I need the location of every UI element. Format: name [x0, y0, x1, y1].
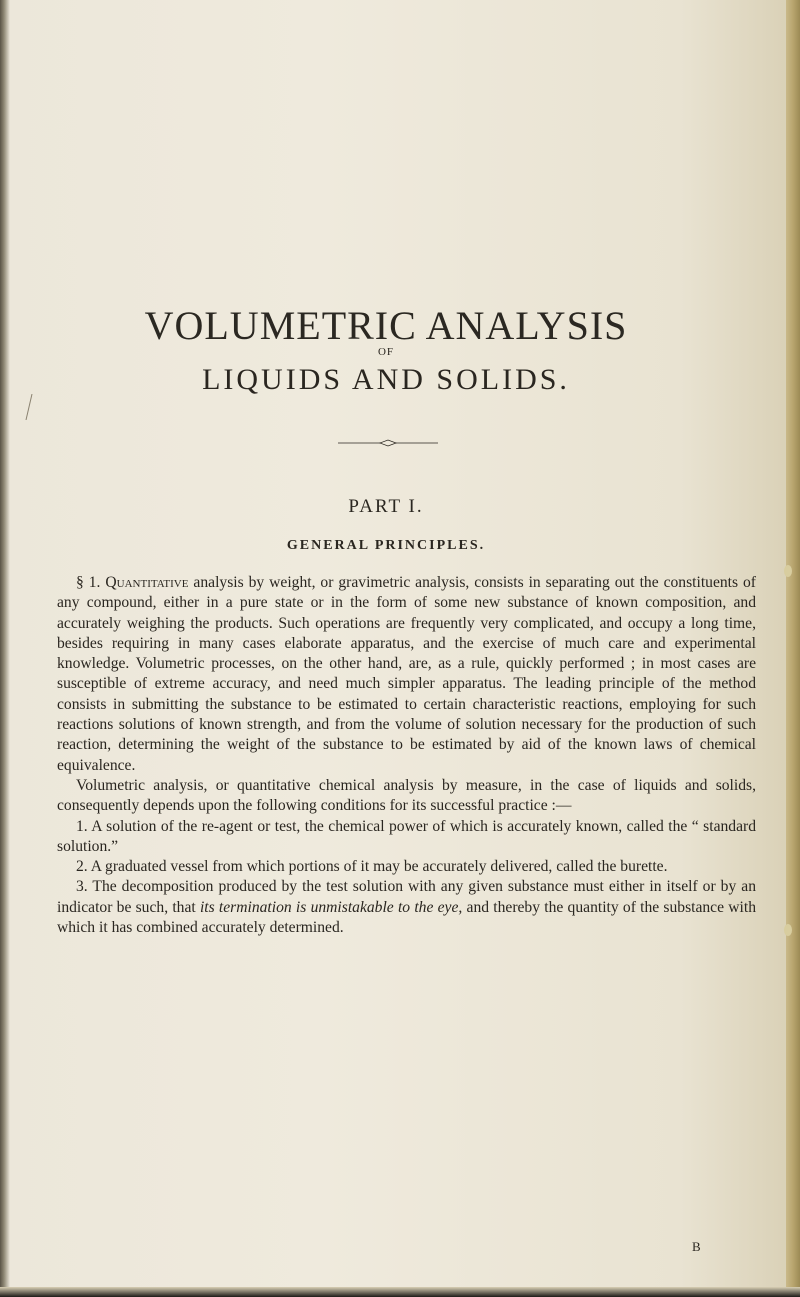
- part-heading: PART I.: [348, 496, 424, 517]
- page-subtitle: LIQUIDS AND SOLIDS.: [202, 363, 570, 396]
- list-item-text: 3. The decomposition produced by the test solution with any given substance must either in itself or by an indicator be such, that: [57, 878, 756, 916]
- page-title: VOLUMETRIC ANALYSIS: [144, 303, 628, 348]
- pencil-mark-icon: [24, 394, 34, 420]
- list-item: 2. A graduated vessel from which portions of it may be accurately delivered, called the burette.: [76, 858, 668, 876]
- binding-shadow: [0, 0, 10, 1297]
- signature-mark: B: [692, 1239, 701, 1254]
- page-bottom-edge: [0, 1287, 800, 1297]
- margin-dot: [784, 565, 792, 577]
- ornament-divider-icon: [338, 438, 438, 448]
- margin-dot: [784, 924, 792, 936]
- list-item-text: and thereby the quantity of the substance with which it has combined accurately determined.: [57, 898, 756, 937]
- lead-word: Quantitative: [105, 574, 189, 591]
- paragraph: Volumetric analysis, or quantitative chemical analysis by measure, in the case of liquids and solids, consequently depends upon the following conditions for its successful practice :—: [57, 776, 756, 815]
- list-item: 1. A solution of the re-agent or test, the chemical power of which is accurately known, called the “ standard solution.”: [57, 817, 756, 855]
- list-item: [57, 877, 756, 938]
- page-edge: [786, 0, 800, 1297]
- emphasis-text: its termination is unmistakable to the eye,: [195, 898, 463, 916]
- paragraph: [57, 573, 756, 776]
- paragraph-text: analysis by weight, or gravimetric analysis, consists in separating out the constituents of any compound, either in a pure state or in the form of some new substance of known composition, and accurately weighing the products. Such operations are frequently very complicated, and occupy a long time, besides requiring in many cases elaborate apparatus, and the exercise of much care and experimental knowledge. Volumetric processes, on the other hand, are, as a rule, quickly performed ; in most cases are susceptible of extreme accuracy, and need much simpler apparatus. The leading principle of the method consists in submitting the substance to be estimated to certain characteristic reactions, employing for such reactions solutions of known strength, and from the volume of solution necessary for the production of such reaction, determining the weight of the substance to be estimated by aid of the known laws of chemical equivalence.: [57, 574, 756, 774]
- section-number: § 1.: [76, 574, 101, 591]
- section-heading: GENERAL PRINCIPLES.: [286, 538, 486, 553]
- title-connector: OF: [377, 346, 395, 358]
- body-text: [57, 573, 756, 938]
